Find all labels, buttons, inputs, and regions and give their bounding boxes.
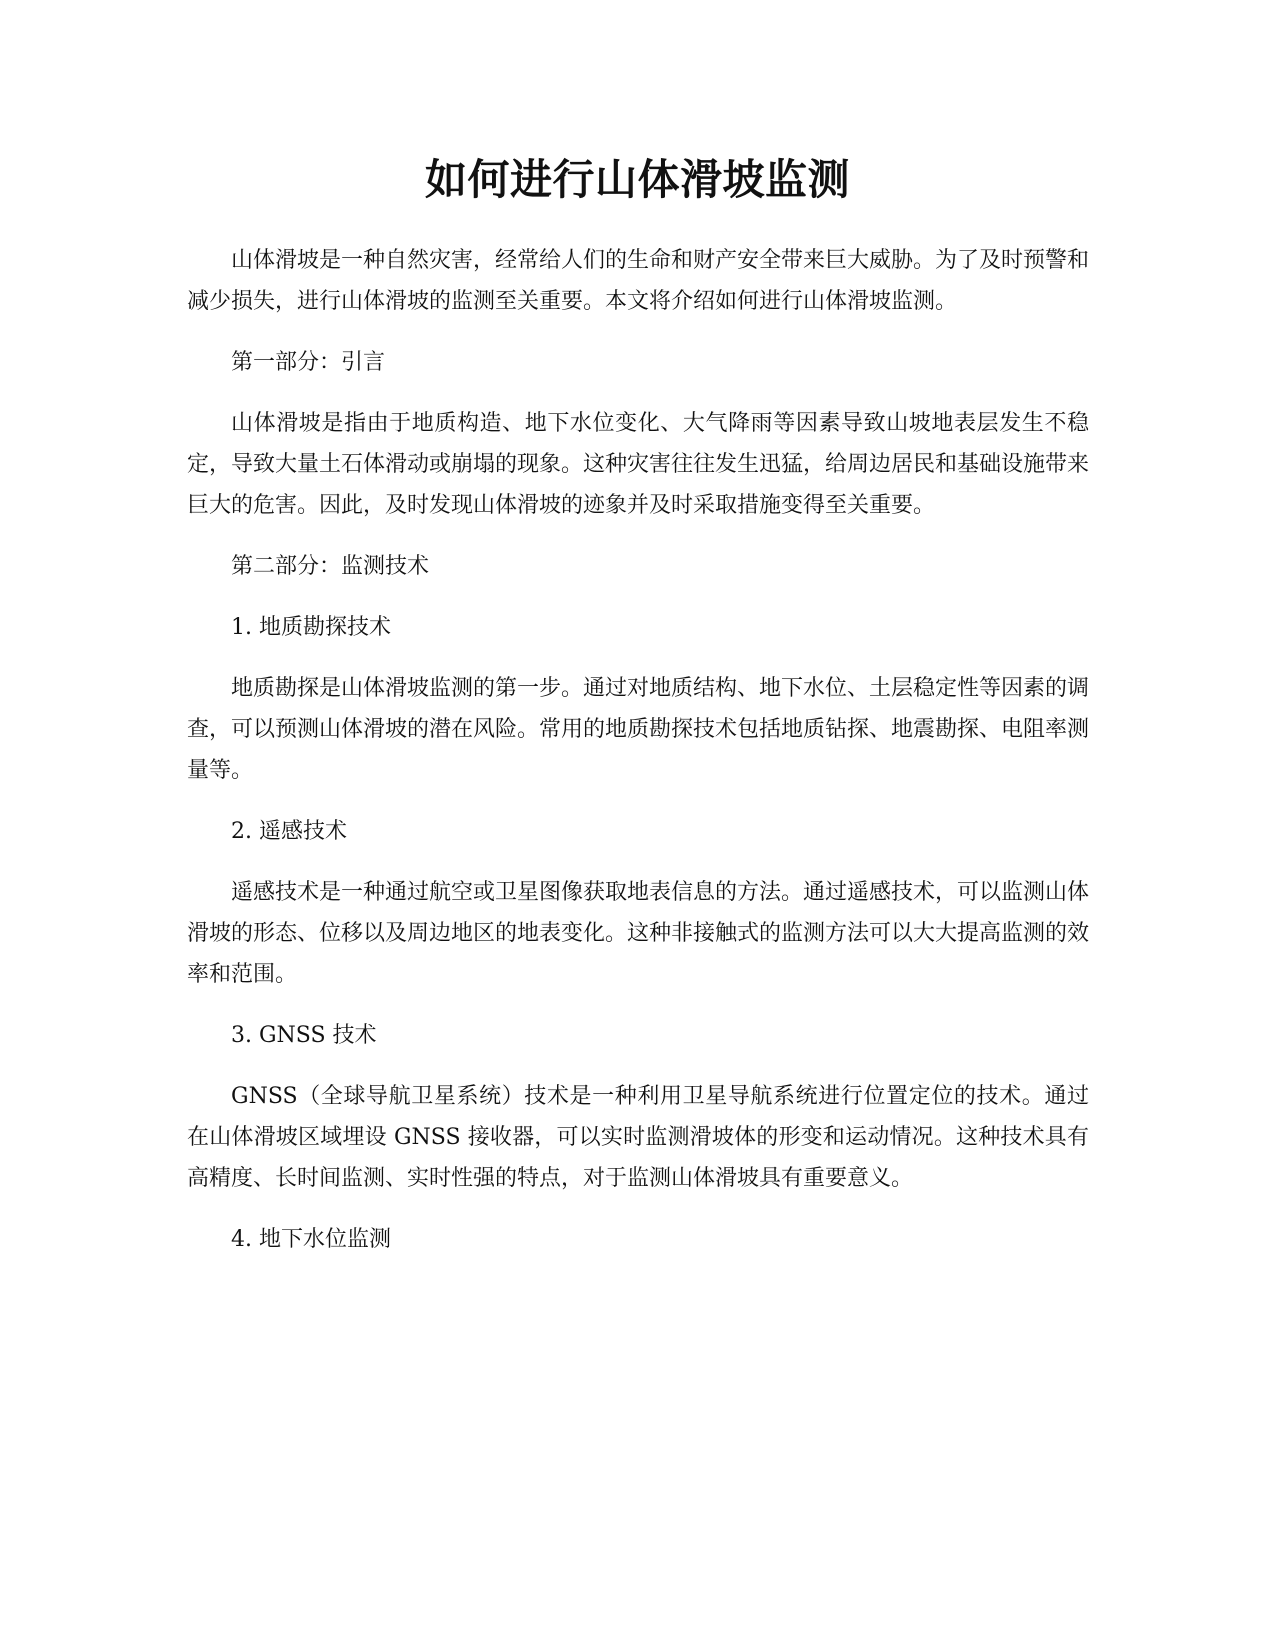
- document-title: 如何进行山体滑坡监测: [424, 155, 850, 204]
- subheading-remote-sensing: 2. 遥感技术: [231, 819, 347, 844]
- subheading-groundwater: 4. 地下水位监测: [231, 1227, 391, 1252]
- subheading-geological-survey: 1. 地质勘探技术: [231, 615, 391, 640]
- document-body: [187, 240, 1089, 1280]
- paragraph-gnss: GNSS（全球导航卫星系统）技术是一种利用卫星导航系统进行位置定位的技术。通过在山体滑坡区域埋设 GNSS 接收器，可以实时监测滑坡体的形变和运动情况。这种技术具有高精度、长时间监测、实时性强的特点，对于监测山体滑坡具有重要意义。: [187, 1084, 1089, 1191]
- subheading-gnss: 3. GNSS 技术: [231, 1023, 377, 1048]
- paragraph-intro: 山体滑坡是一种自然灾害，经常给人们的生命和财产安全带来巨大威胁。为了及时预警和减少损失，进行山体滑坡的监测至关重要。本文将介绍如何进行山体滑坡监测。: [187, 248, 1090, 314]
- section-heading-intro: 第一部分：引言: [231, 350, 386, 375]
- section-heading-techniques: 第二部分：监测技术: [231, 554, 430, 579]
- paragraph-geological-survey: 地质勘探是山体滑坡监测的第一步。通过对地质结构、地下水位、土层稳定性等因素的调查，可以预测山体滑坡的潜在风险。常用的地质勘探技术包括地质钻探、地震勘探、电阻率测量等。: [187, 676, 1090, 783]
- paragraph-remote-sensing: 遥感技术是一种通过航空或卫星图像获取地表信息的方法。通过遥感技术，可以监测山体滑坡的形态、位移以及周边地区的地表变化。这种非接触式的监测方法可以大大提高监测的效率和范围。: [187, 880, 1090, 987]
- paragraph-definition: 山体滑坡是指由于地质构造、地下水位变化、大气降雨等因素导致山坡地表层发生不稳定，导致大量土石体滑动或崩塌的现象。这种灾害往往发生迅猛，给周边居民和基础设施带来巨大的危害。因此，及时发现山体滑坡的迹象并及时采取措施变得至关重要。: [187, 411, 1090, 518]
